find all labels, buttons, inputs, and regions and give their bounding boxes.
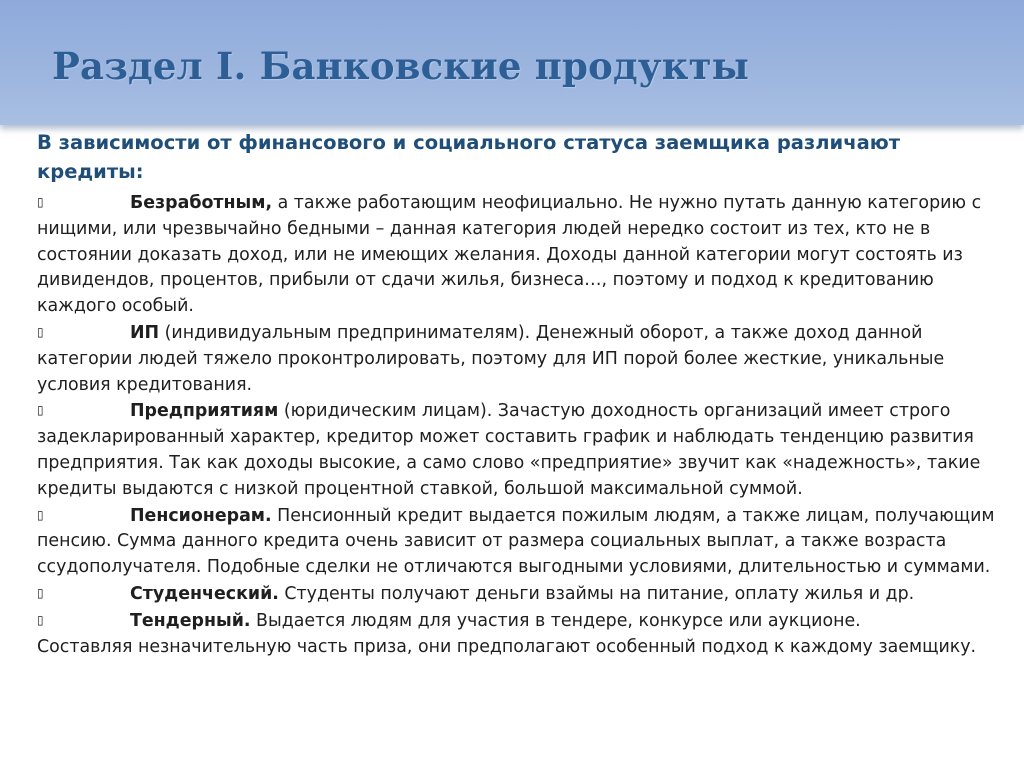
list-item-pensioners bbox=[37, 503, 995, 581]
item-text: (индивидуальным предпринимателям). Денежный оборот, а также доход данной категории людей тяжело проконтролировать, поэтому для ИП порой более жесткие, уникальные условия кредитования. bbox=[37, 322, 945, 395]
bullet-icon: ▯ bbox=[37, 612, 44, 627]
list-item-unemployed bbox=[37, 190, 995, 320]
bullet-icon: ▯ bbox=[37, 324, 44, 339]
bullet-icon: ▯ bbox=[37, 507, 44, 522]
title-banner bbox=[0, 0, 1024, 125]
item-lead: Студенческий. bbox=[130, 583, 279, 604]
item-text: Студенты получают деньги взаймы на питание, оплату жилья и др. bbox=[278, 583, 915, 604]
item-lead: Тендерный. bbox=[130, 610, 251, 631]
bullet-icon: ▯ bbox=[37, 195, 44, 209]
slide-title: Раздел I. Банковские продукты bbox=[52, 44, 750, 88]
item-text: (юридическим лицам). Зачастую доходность организаций имеет строго задекларированный характер, кредитор может составить график и наблюдать тенденцию развития предприятия. Так как доходы высокие, а само слово «предприятие» звучит как «надежность», такие кредиты выдаются с низкой процентной ставкой, большой максимальной суммой. bbox=[37, 401, 981, 499]
item-lead: Пенсионерам. bbox=[130, 505, 272, 526]
item-text: Пенсионный кредит выдается пожилым людям, а также лицам, получающим пенсию. Сумма данного кредита очень зависит от размера социальных выплат, а также возраста ссудополучателя. Подобные сделки не отличаются выгодными условиями, длительностью и суммами. bbox=[37, 505, 995, 578]
slide-body bbox=[37, 128, 995, 660]
item-lead: Предприятиям bbox=[130, 401, 279, 422]
bullet-icon: ▯ bbox=[37, 585, 44, 600]
item-lead: Безработным, bbox=[130, 193, 273, 213]
bullet-icon: ▯ bbox=[37, 403, 44, 418]
list-item-ip bbox=[37, 320, 995, 398]
closing-text: Составляя незначительную часть приза, они предполагают особенный подход к каждому заемщику. bbox=[37, 636, 977, 657]
item-text: а также работающим неофициально. Не нужно путать данную категорию с нищими, или чрезвычайно бедными – данная категория людей нередко состоит из тех, кто не в состоянии доказать доход, или не имеющих желания. Доходы данной категории могут состоять из дивидендов, процентов, прибыли от сдачи жилья, бизнеса…, поэтому и подход к кредитованию каждого особый. bbox=[37, 193, 982, 317]
list-item-student bbox=[37, 581, 995, 608]
list-item-enterprises bbox=[37, 398, 995, 502]
intro-text: В зависимости от финансового и социального статуса заемщика различают кредиты: bbox=[37, 131, 901, 183]
list-item-tender bbox=[37, 608, 995, 635]
item-lead: ИП bbox=[130, 322, 160, 343]
item-text: Выдается людям для участия в тендере, конкурсе или аукционе. bbox=[250, 610, 861, 631]
